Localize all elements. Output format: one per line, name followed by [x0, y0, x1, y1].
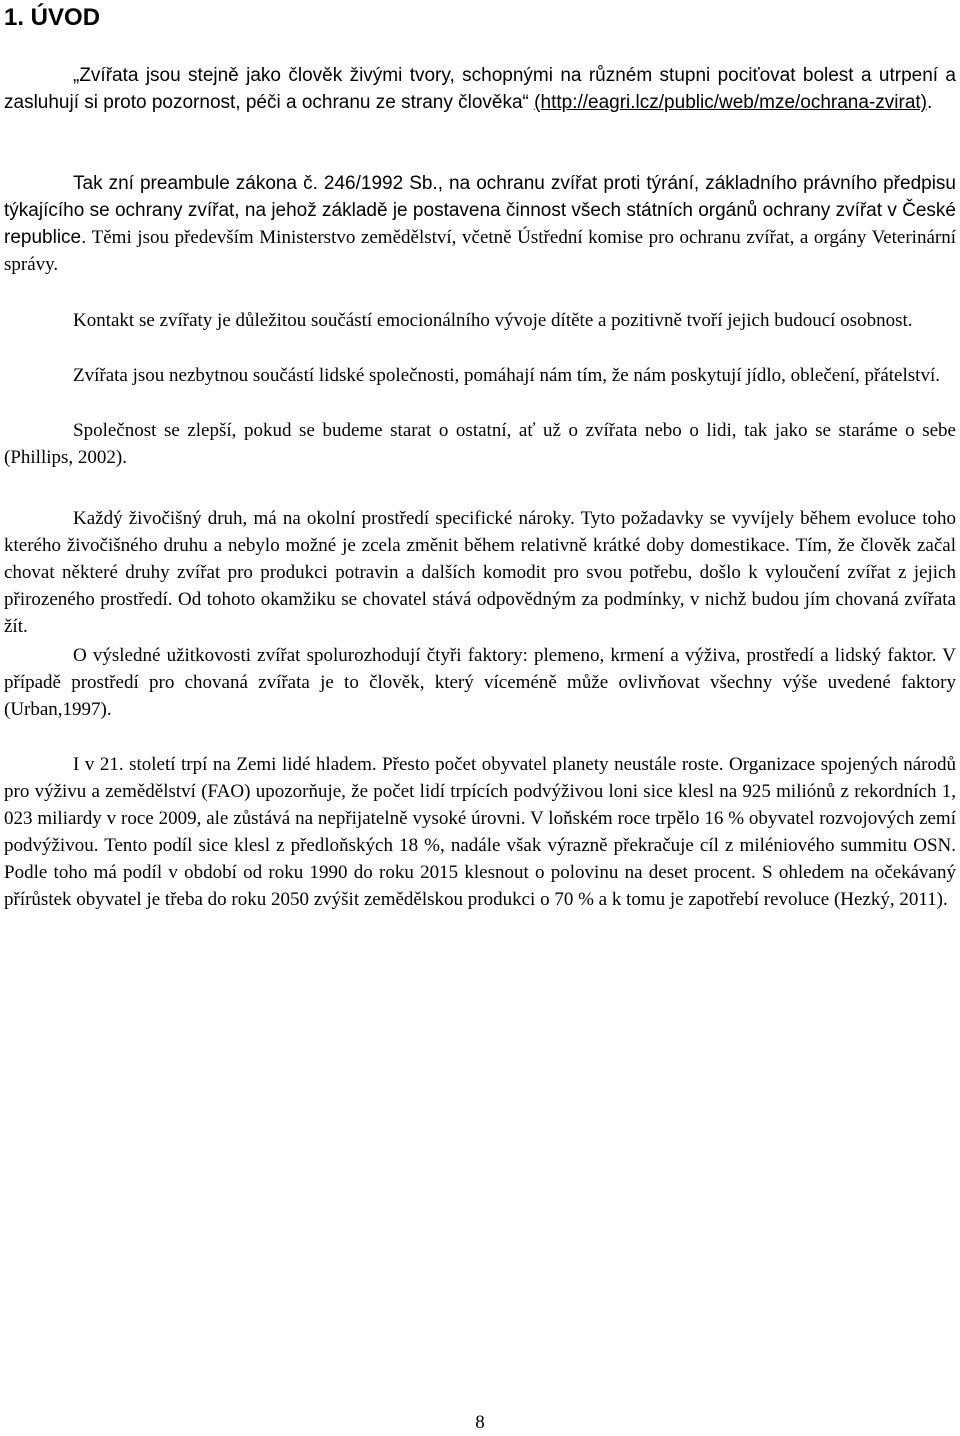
- quote-text: „Zvířata jsou stejně jako člověk živými tvory, schopnými na různém stupni pociťovat bolest a utrpení a zasluhují si proto pozornost, péči a ochranu ze strany člověka“: [4, 65, 956, 113]
- paragraph-society: [4, 362, 956, 389]
- quote-end: .: [927, 92, 933, 113]
- paragraph-species-needs: [4, 505, 956, 640]
- paragraph-text: Zvířata jsou nezbytnou součástí lidské společnosti, pomáhají nám tím, že nám poskytují jídlo, oblečení, přátelství.: [73, 365, 940, 386]
- paragraph-text: I v 21. století trpí na Zemi lidé hladem. Přesto počet obyvatel planety neustále roste. Organizace spojených národů pro výživu a zemědělství (FAO) upozorňuje, že počet lidí trpících podvýživou loni sice klesl na 925 miliónů z rekordních 1, 023 miliardy v roce 2009, ale zůstává na nepřijatelně vysoké úrovni. V loňském roce trpělo 16 % obyvatel rozvojových zemí podvýživou. Tento podíl sice klesl z předloňských 18 %, nadále však výrazně překračuje cíl z miléniového summitu OSN. Podle toho má podíl v období od roku 1990 do roku 2015 klesnout o polovinu na deset procent. S ohledem na očekávaný přírůstek obyvatel je třeba do roku 2050 zvýšit zemědělskou produkci o 70 % a k tomu je zapotřebí revoluce (Hezký, 2011).: [4, 754, 956, 910]
- paragraph-phillips: [4, 417, 956, 471]
- section-heading: 1. ÚVOD: [4, 4, 101, 31]
- law-paragraph: [4, 170, 956, 278]
- page-number: 8: [475, 1412, 485, 1433]
- paragraph-performance: [4, 642, 956, 723]
- source-link[interactable]: (http://eagri.lcz/public/web/mze/ochrana-zvirat): [534, 92, 927, 113]
- paragraph-text: O výsledné užitkovosti zvířat spolurozhodují čtyři faktory: plemeno, krmení a výživa, prostředí a lidský faktor. V případě prostředí pro chovaná zvířata je to člověk, který víceméně může ovlivňovat všechny výše uvedené faktory (Urban,1997).: [4, 645, 956, 720]
- law-text-serif: Těmi jsou především Ministerstvo zemědělství, včetně Ústřední komise pro ochranu zvířat, a orgány Veterinární správy.: [4, 227, 956, 275]
- quote-paragraph: [4, 62, 956, 116]
- paragraph-contact: [4, 307, 956, 334]
- paragraph-text: Společnost se zlepší, pokud se budeme starat o ostatní, ať už o zvířata nebo o lidi, tak jako se staráme o sebe (Phillips, 2002).: [4, 420, 956, 468]
- paragraph-text: Každý živočišný druh, má na okolní prostředí specifické nároky. Tyto požadavky se vyvíjely během evoluce toho kterého živočišného druhu a nebylo možné je zcela změnit během relativně krátké doby domestikace. Tím, že člověk začal chovat některé druhy zvířat pro produkci potravin a dalších komodit pro svou potřebu, došlo k vyloučení zvířat z jejich přirozeného prostředí. Od tohoto okamžiku se chovatel stává odpovědným za podmínky, v nichž budou jím chovaná zvířata žít.: [4, 508, 956, 637]
- paragraph-text: Kontakt se zvířaty je důležitou součástí emocionálního vývoje dítěte a pozitivně tvoří jejich budoucí osobnost.: [73, 310, 913, 331]
- paragraph-hunger: [4, 751, 956, 913]
- law-text-sans: Tak zní preambule zákona č. 246/1992 Sb., na ochranu zvířat proti týrání, základního právního předpisu týkajícího se ochrany zvířat, na jehož základě je postavena činnost všech státních orgánů ochrany zvířat v České republice.: [4, 173, 956, 248]
